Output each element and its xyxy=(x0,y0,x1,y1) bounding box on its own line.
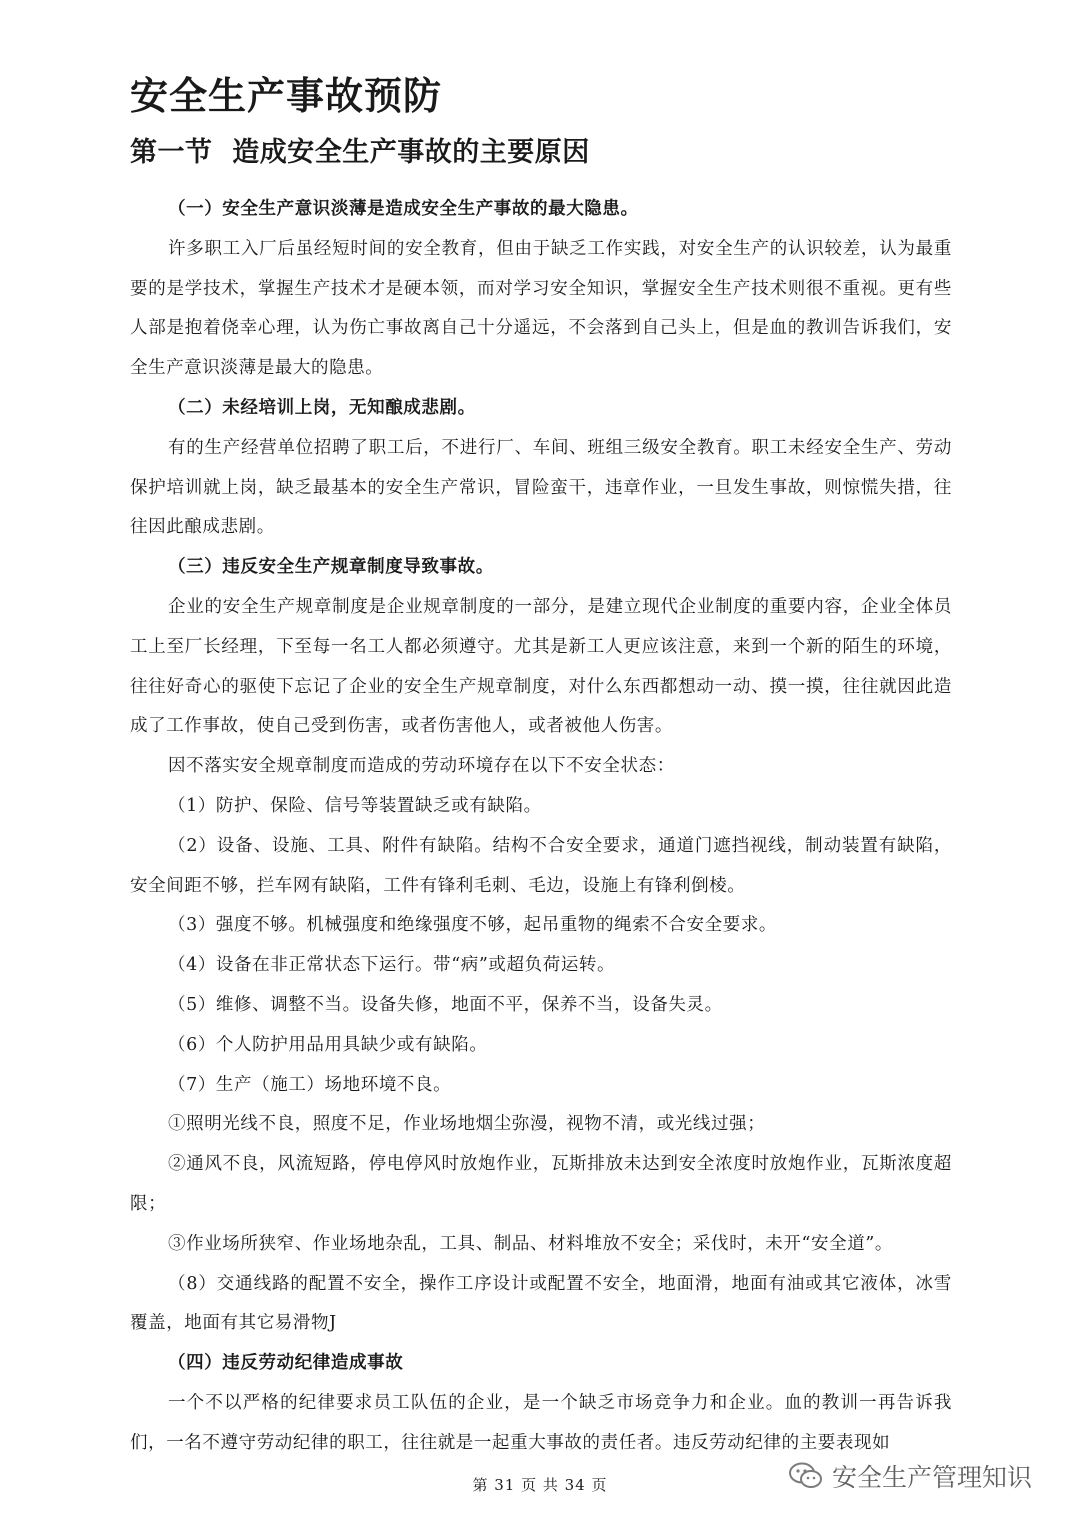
sub-list-item: ①照明光线不良，照度不足，作业场地烟尘弥漫，视物不清，或光线过强； xyxy=(168,1114,766,1135)
subheading-3: （三）违反安全生产规章制度导致事故。 xyxy=(168,557,494,578)
paragraph: 企业的安全生产规章制度是企业规章制度的一部分，是建立现代企业制度的重要内容，企业全体员工上至厂长经理，下至每一名工人都必须遵守。尤其是新工人更应该注意，来到一个新的陌生的环境，往往好奇心的驱使下忘记了企业的安全生产规章制度，对什么东西都想动一动、摸一摸，往往就因此造成了工作事故，使自己受到伤害，或者伤害他人，或者被他人伤害。 xyxy=(130,596,952,737)
paragraph: 许多职工入厂后虽经短时间的安全教育，但由于缺乏工作实践，对安全生产的认识较差，认为最重要的是学技术，掌握生产技术才是硬本领，而对学习安全知识，掌握安全生产技术则很不重视。更有些人部是抱着侥幸心理，认为伤亡事故离自己十分遥远，不会落到自己头上，但是血的教训告诉我们，安全生产意识淡薄是最大的隐患。 xyxy=(130,238,952,379)
wechat-icon xyxy=(788,1461,824,1491)
list-item: （1）防护、保险、信号等装置缺乏或有缺陷。 xyxy=(168,795,542,816)
section-title: 第一节 造成安全生产事故的主要原因 xyxy=(130,137,590,168)
document-body xyxy=(130,190,952,1464)
page-number: 第 31 页 共 34 页 xyxy=(472,1476,608,1494)
list-item: （6）个人防护用品用具缺少或有缺陷。 xyxy=(168,1034,488,1055)
sub-list-item: ③作业场所狭窄、作业场地杂乱，工具、制品、材料堆放不安全；采伐时，未开“安全道”。 xyxy=(168,1233,893,1254)
paragraph: 一个不以严格的纪律要求员工队伍的企业，是一个缺乏市场竞争力和企业。血的教训一再告诉我们，一名不遵守劳动纪律的职工，往往就是一起重大事故的责任者。违反劳动纪律的主要表现如 xyxy=(130,1392,952,1453)
watermark xyxy=(788,1456,1032,1496)
list-item: （7）生产（施工）场地环境不良。 xyxy=(168,1074,452,1095)
list-item: （2）设备、设施、工具、附件有缺陷。结构不合安全要求，通道门遮挡视线，制动装置有缺陷，安全间距不够，拦车网有缺陷，工件有锋利毛刺、毛边，设施上有锋利倒棱。 xyxy=(130,835,952,896)
subheading-1: （一）安全生产意识淡薄是造成安全生产事故的最大隐患。 xyxy=(168,199,639,219)
list-item: （4）设备在非正常状态下运行。带“病”或超负荷运转。 xyxy=(168,955,616,976)
subheading-4: （四）违反劳动纪律造成事故 xyxy=(168,1353,404,1374)
sub-list-item: ②通风不良，风流短路，停电停风时放炮作业，瓦斯排放未达到安全浓度时放炮作业，瓦斯浓度超限； xyxy=(130,1154,952,1214)
list-item: （8）交通线路的配置不安全，操作工序设计或配置不安全，地面滑，地面有油或其它液体，冰雪覆盖，地面有其它易滑物J xyxy=(130,1273,952,1334)
list-item: （3）强度不够。机械强度和绝缘强度不够，起吊重物的绳索不合安全要求。 xyxy=(168,915,778,936)
paragraph: 因不落实安全规章制度而造成的劳动环境存在以下不安全状态： xyxy=(168,756,675,777)
watermark-text: 安全生产管理知识 xyxy=(832,1463,1033,1492)
list-item: （5）维修、调整不当。设备失修，地面不平，保养不当，设备失灵。 xyxy=(168,994,723,1015)
subheading-2: （二）未经培训上岗，无知酿成悲剧。 xyxy=(168,397,476,418)
paragraph: 有的生产经营单位招聘了职工后，不进行厂、车间、班组三级安全教育。职工未经安全生产、劳动保护培训就上岗，缺乏最基本的安全生产常识，冒险蛮干，违章作业，一旦发生事故，则惊慌失措，往往因此酿成悲剧。 xyxy=(130,437,952,538)
document-title: 安全生产事故预防 xyxy=(130,74,443,118)
